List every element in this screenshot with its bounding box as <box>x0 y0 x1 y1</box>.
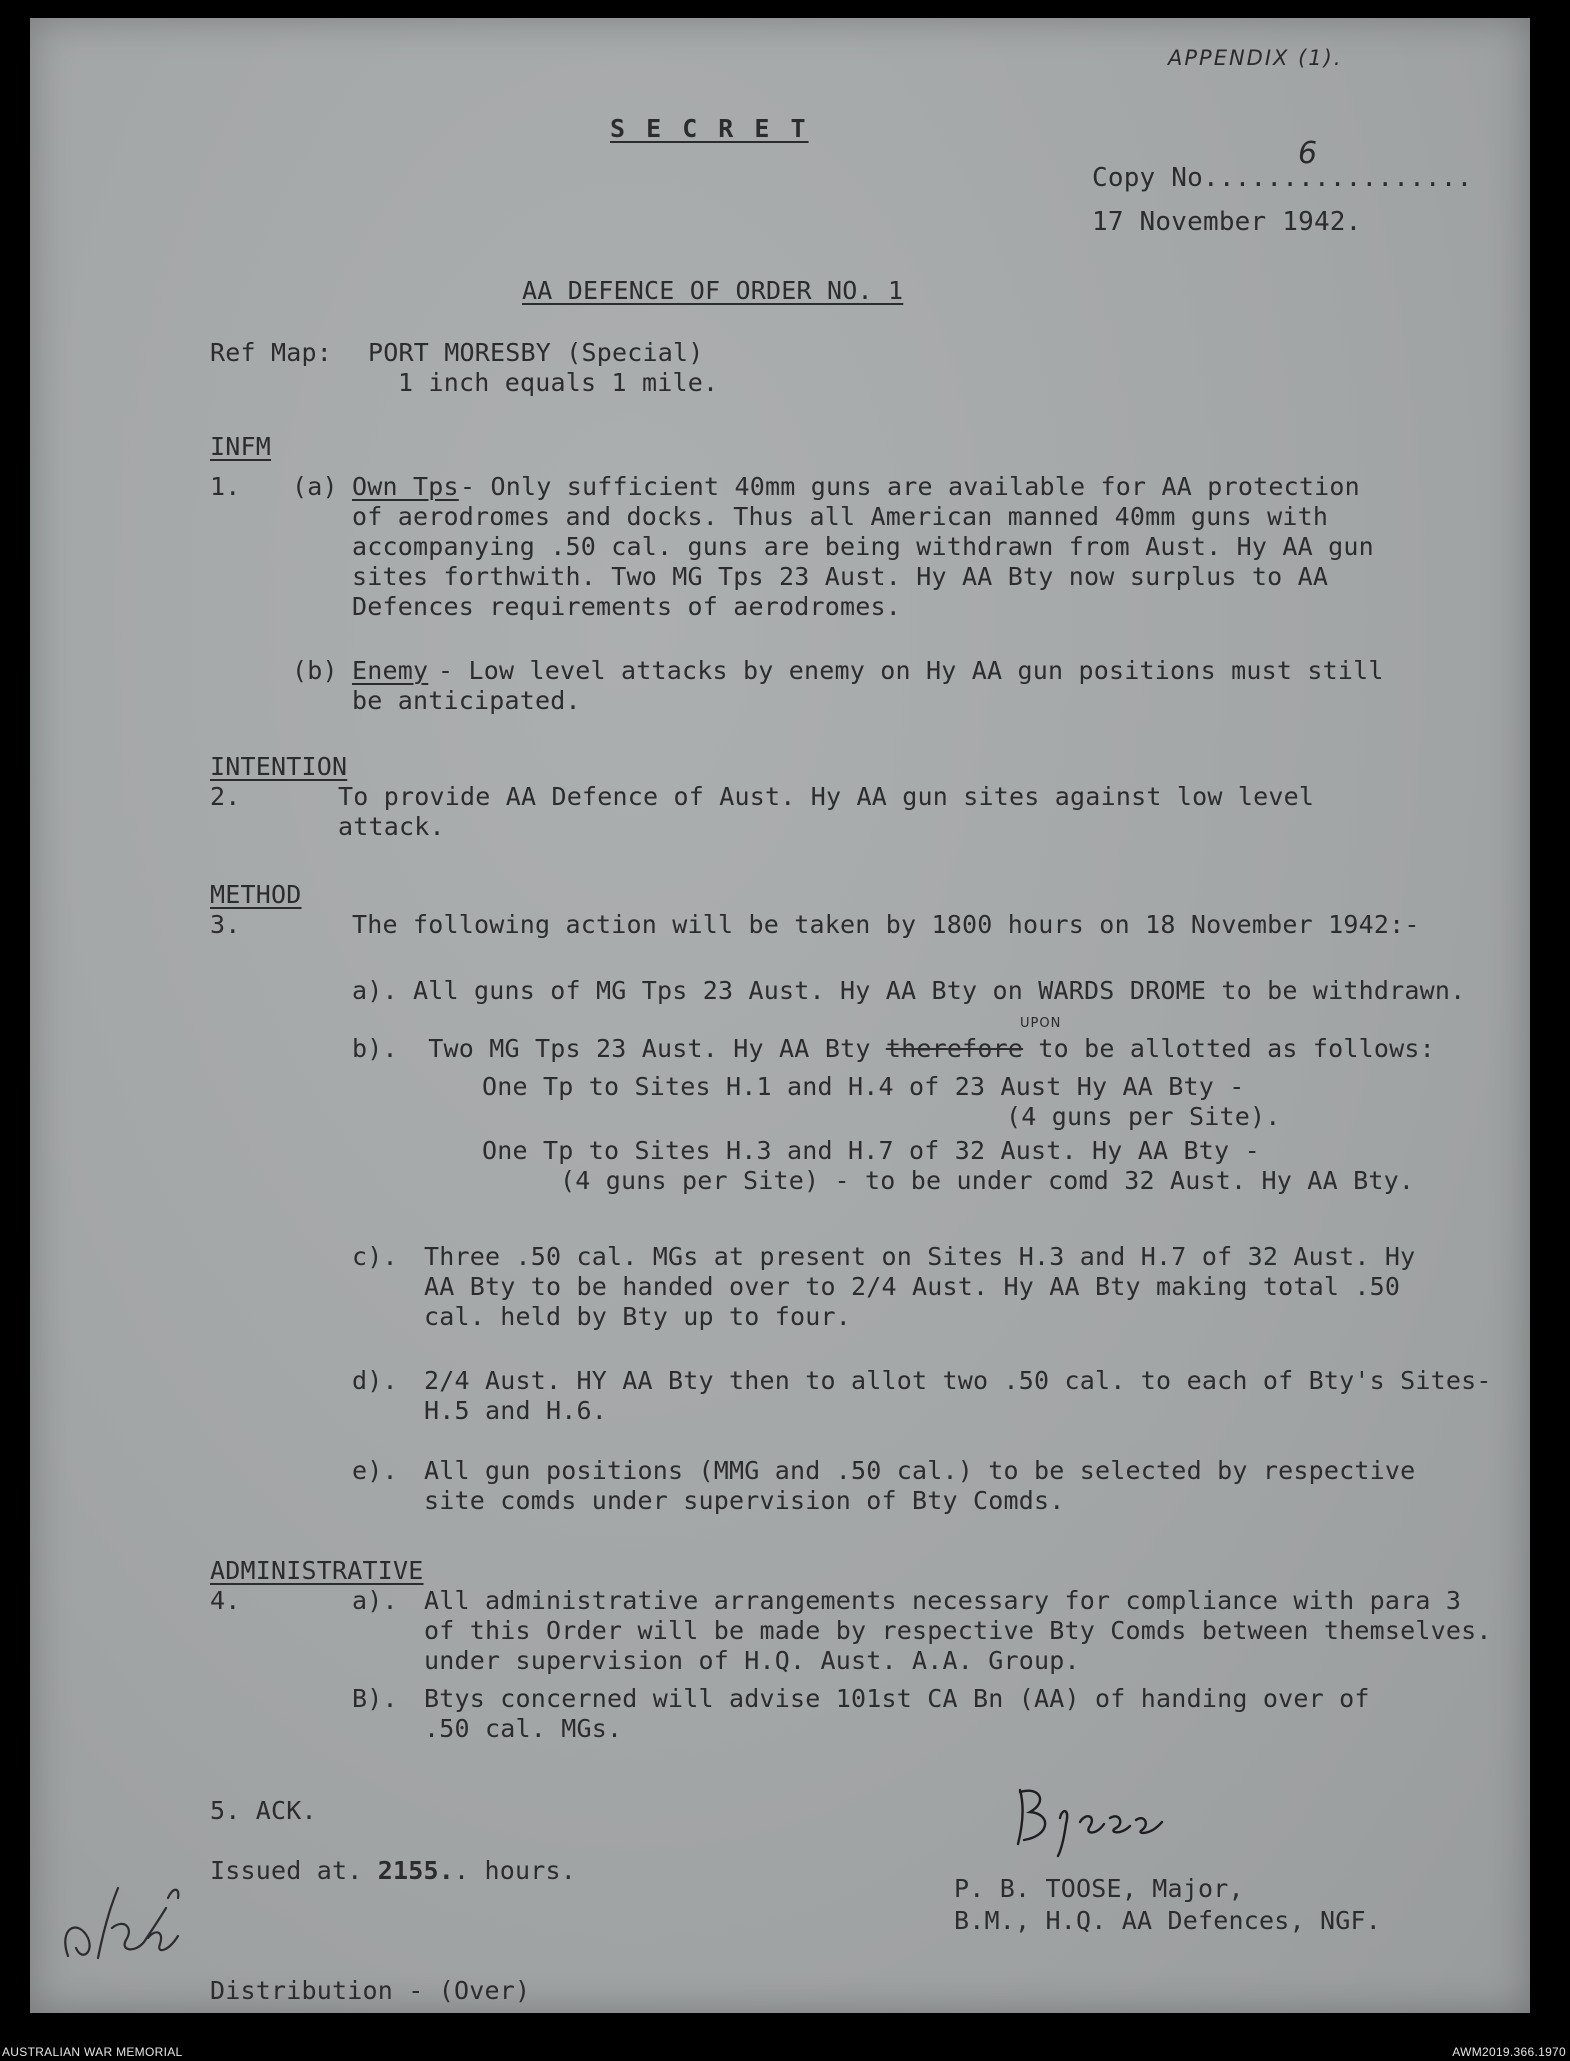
method-b-sub-line: (4 guns per Site) - to be under comd 32 Aust. Hy AA Bty. <box>560 1166 1415 1195</box>
order-title: AA DEFENCE OF ORDER NO. 1 <box>522 276 904 305</box>
para-num-2: 2. <box>210 782 241 811</box>
handwritten-insert: UPON <box>1020 1016 1062 1031</box>
para-1b-title: Enemy <box>352 656 429 685</box>
section-heading-infm: INFM <box>210 432 272 461</box>
para-2-line: To provide AA Defence of Aust. Hy AA gun sites against low level <box>338 782 1315 811</box>
copy-no-value: 6 <box>1298 136 1320 171</box>
para-1b-line: - Low level attacks by enemy on Hy AA gun positions must still <box>438 656 1384 685</box>
method-b-sub-line: One Tp to Sites H.1 and H.4 of 23 Aust Hy AA Bty - <box>482 1072 1245 1101</box>
method-intro: The following action will be taken by 1800 hours on 18 November 1942:- <box>352 910 1420 939</box>
appendix-annotation: APPENDIX (1). <box>1168 46 1343 70</box>
method-d-marker: d). <box>352 1366 398 1395</box>
method-c-marker: c). <box>352 1242 398 1271</box>
para-1a-line: Defences requirements of aerodromes. <box>352 592 902 621</box>
para-num-3: 3. <box>210 910 241 939</box>
admin-b-marker: B). <box>352 1684 398 1713</box>
signatory-role: B.M., H.Q. AA Defences, NGF. <box>954 1906 1382 1935</box>
para-num-1: 1. <box>210 472 241 501</box>
archive-footer-right: AWM2019.366.1970 <box>1452 2045 1566 2059</box>
signatory-name: P. B. TOOSE, Major, <box>954 1874 1244 1903</box>
method-c-line: AA Bty to be handed over to 2/4 Aust. Hy AA Bty making total .50 <box>424 1272 1401 1301</box>
admin-b-line: .50 cal. MGs. <box>424 1714 623 1743</box>
para-num-4: 4. <box>210 1586 241 1615</box>
method-e-line: site comds under supervision of Bty Comds. <box>424 1486 1065 1515</box>
method-b-marker: b). <box>352 1034 398 1063</box>
para-1a-line: of aerodromes and docks. Thus all American manned 40mm guns with <box>352 502 1329 531</box>
document-page <box>30 18 1530 2013</box>
method-d-line: 2/4 Aust. HY AA Bty then to allot two .50 cal. to each of Bty's Sites- <box>424 1366 1492 1395</box>
para-5-ack: 5. ACK. <box>210 1796 317 1825</box>
section-heading-method: METHOD <box>210 880 302 909</box>
method-b-sub-line: One Tp to Sites H.3 and H.7 of 32 Aust. Hy AA Bty - <box>482 1136 1260 1165</box>
para-1a-line: accompanying .50 cal. guns are being withdrawn from Aust. Hy AA gun <box>352 532 1374 561</box>
signature-scribble <box>1000 1778 1190 1858</box>
method-e-marker: e). <box>352 1456 398 1485</box>
issued-line <box>210 1856 576 1885</box>
section-heading-administrative: ADMINISTRATIVE <box>210 1556 424 1585</box>
method-c-line: Three .50 cal. MGs at present on Sites H.3 and H.7 of 32 Aust. Hy <box>424 1242 1416 1271</box>
para-2-line: attack. <box>338 812 445 841</box>
method-item-a: a). All guns of MG Tps 23 Aust. Hy AA Bty on WARDS DROME to be withdrawn. <box>352 976 1466 1005</box>
copy-no-dots: ................ <box>1218 163 1473 193</box>
admin-a-marker: a). <box>352 1586 398 1615</box>
admin-b-line: Btys concerned will advise 101st CA Bn (AA) of handing over of <box>424 1684 1370 1713</box>
issued-time: 2155. <box>377 1856 455 1885</box>
classification-heading: S E C R E T <box>610 114 809 143</box>
para-1b-marker: (b) <box>292 656 338 685</box>
method-b-struck: therefore <box>885 1034 1024 1063</box>
margin-scribble <box>48 1858 198 1978</box>
method-b-pre: Two MG Tps 23 Aust. Hy AA Bty <box>428 1034 886 1063</box>
para-1a-line: sites forthwith. Two MG Tps 23 Aust. Hy AA Bty now surplus to AA <box>352 562 1329 591</box>
archive-footer-left: AUSTRALIAN WAR MEMORIAL <box>2 2045 183 2059</box>
copy-number-line <box>1092 164 1472 193</box>
ref-map-line2: 1 inch equals 1 mile. <box>398 368 719 397</box>
issued-suffix: . hours. <box>454 1856 577 1885</box>
admin-a-line: of this Order will be made by respective Bty Comds between themselves. <box>424 1616 1492 1645</box>
section-heading-intention: INTENTION <box>210 752 348 781</box>
method-item-b-line <box>352 1034 1435 1063</box>
ref-map-label: Ref Map: <box>210 338 333 367</box>
distribution-note: Distribution - (Over) <box>210 1976 531 2005</box>
ref-map-line1: PORT MORESBY (Special) <box>368 338 704 367</box>
para-1a-line: - Only sufficient 40mm guns are available for AA protection <box>460 472 1360 501</box>
document-date: 17 November 1942. <box>1092 207 1362 237</box>
method-b-sub-line: (4 guns per Site). <box>1006 1102 1281 1131</box>
method-c-line: cal. held by Bty up to four. <box>424 1302 852 1331</box>
copy-no-label: Copy No. <box>1092 163 1219 193</box>
method-e-line: All gun positions (MMG and .50 cal.) to be selected by respective <box>424 1456 1416 1485</box>
method-b-post: to be allotted as follows: <box>1023 1034 1435 1063</box>
admin-a-line: under supervision of H.Q. Aust. A.A. Group. <box>424 1646 1080 1675</box>
para-1b-line: be anticipated. <box>352 686 581 715</box>
method-d-line: H.5 and H.6. <box>424 1396 608 1425</box>
para-1a-title: Own Tps <box>352 472 459 501</box>
admin-a-line: All administrative arrangements necessary for compliance with para 3 <box>424 1586 1462 1615</box>
issued-label: Issued at. <box>210 1856 363 1885</box>
para-1a-marker: (a) <box>292 472 338 501</box>
